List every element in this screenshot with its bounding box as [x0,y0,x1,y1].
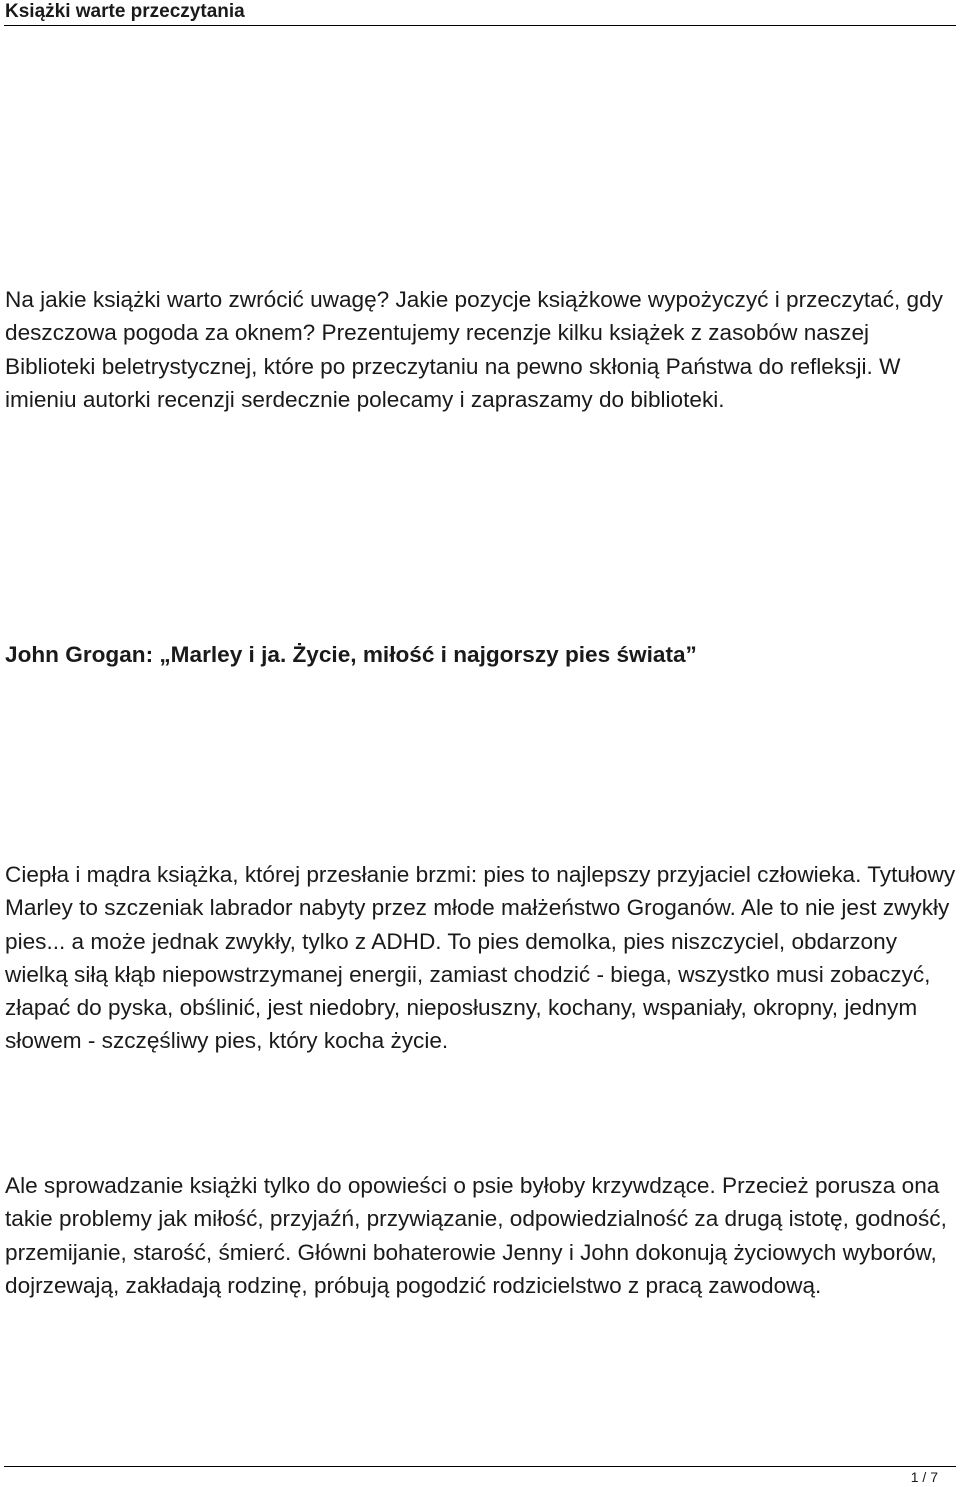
header-divider [4,25,956,26]
page-footer [0,1460,960,1487]
review-paragraph-1: Ciepła i mądra książka, której przesłanie brzmi: pies to najlepszy przyjaciel człowieka. Tytułowy Marley to szczeniak labrador nabyty przez młode małżeństwo Groganów. Ale to nie jest zwykły pies... a może jednak zwykły, tylko z ADHD. To pies demolka, pies niszczyciel, obdarzony wielką siłą kłąb niepowstrzymanej energii, zamiast chodzić - biega, wszystko musi zobaczyć, złapać do pyska, obślinić, jest niedobry, nieposłuszny, kochany, wspaniały, okropny, jednym słowem - szczęśliwy pies, który kocha życie. [5,862,956,1054]
intro-paragraph: Na jakie książki warto zwrócić uwagę? Jakie pozycje książkowe wypożyczyć i przeczytać, gdy deszczowa pogoda za oknem? Prezentujemy recenzje kilku książek z zasobów naszej Biblioteki beletrystycznej, które po przeczytaniu na pewno skłonią Państwa do refleksji. W imieniu autorki recenzji serdecznie polecamy i zapraszamy do biblioteki. [5,287,943,412]
page-number: 1 / 7 [910,1469,938,1485]
page-header [0,0,960,27]
book-heading: John Grogan: „Marley i ja. Życie, miłość i najgorszy pies świata” [5,642,697,667]
review-paragraph-2: Ale sprowadzanie książki tylko do opowieści o psie byłoby krzywdzące. Przecież porusza ona takie problemy jak miłość, przyjaźń, przywiązanie, odpowiedzialność za drugą istotę, godność, przemijanie, starość, śmierć. Główni bohaterowie Jenny i John dokonują życiowych wyborów, dojrzewają, zakładają rodzinę, próbują pogodzić rodzicielstwo z pracą zawodową. [5,1173,947,1298]
footer-divider [4,1466,956,1467]
document-title: Książki warte przeczytania [5,1,245,22]
